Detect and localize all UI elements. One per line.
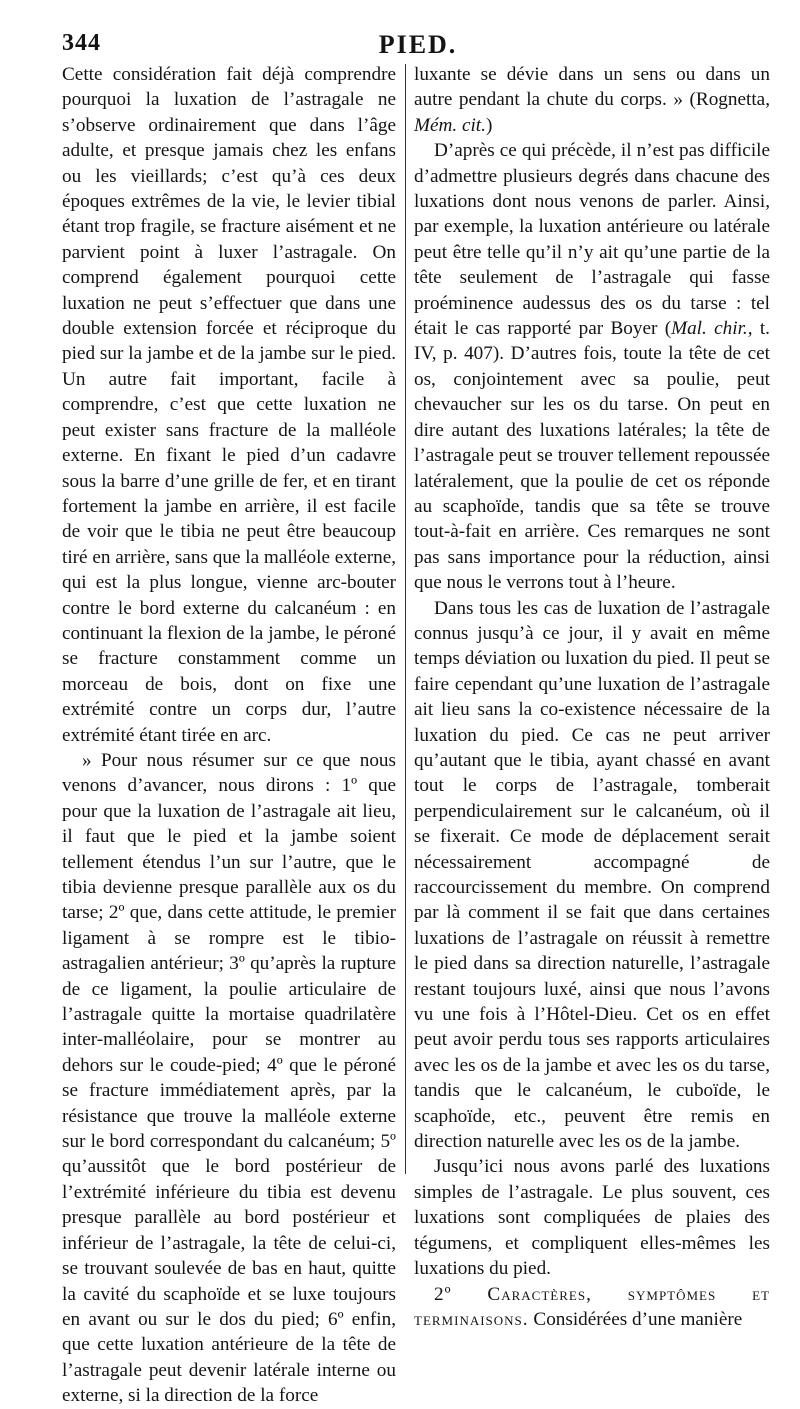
paragraph: Dans tous les cas de luxation de l’astragale connus jusqu’à ce jour, il y avait en même temps déviation ou luxation du pied. Il peut se faire cependant qu’une luxation de l’astragale ait lieu sans la co-existence nécessaire de la luxation du pied. Ce cas ne peut arriver qu’autant que le tibia, ayant chassé en avant tout le corps de l’astragale, tomberait perpendiculairement sur le calcanéum, où il se fixerait. Ce mode de déplacement serait nécessairement accompagné de raccourcissement du membre. On comprend par là comment il se fait que dans certaines luxations de l’astragale on réussit à remettre le pied dans sa direction naturelle, l’astragale restant toujours luxé, ainsi que nous l’avons vu une fois à l’Hôtel-Dieu. Cet os en effet peut avoir perdu tous ses rapports articulaires avec les os de la jambe et avec les os du tarse, tandis que le calcanéum, le cuboïde, le scaphoïde, etc., peuvent être remis en direction naturelle avec les os de la jambe. bbox=[414, 597, 770, 1153]
citation: Mal. chir. bbox=[671, 318, 748, 340]
right-column bbox=[414, 62, 770, 1332]
page-header bbox=[62, 30, 774, 60]
section-heading: 2º Caractères, symptômes et terminaisons. bbox=[414, 1283, 770, 1330]
running-title: PIED. bbox=[378, 30, 458, 59]
text-run: luxante se dévie dans un sens ou dans un autre pendant la chute du corps. » (Rognetta, bbox=[414, 64, 770, 111]
citation: Mém. cit. bbox=[414, 114, 486, 136]
paragraph bbox=[414, 138, 770, 595]
text-run: , t. IV, p. 407). D’autres fois, toute la tête de cet os, conjointement avec sa poulie, peut chevaucher sur les os du tarse. On peut en dire autant des luxations latérales; la tête de l’astragale peut se trouver tellement repoussée latéralement, que la poulie de cet os réponde au scaphoïde, tandis que sa tête se trouve tout-à-fait en arrière. Ces remarques ne sont pas sans importance pour la réduction, ainsi que nous le verrons tout à l’heure. bbox=[414, 318, 770, 594]
page-number: 344 bbox=[62, 30, 101, 56]
paragraph: Cette considération fait déjà comprendre pourquoi la luxation de l’astragale ne s’observe ordinairement que dans l’âge adulte, et presque jamais chez les enfans ou les vieillards; c’est qu’à ces deux époques extrêmes de la vie, le levier tibial étant trop fragile, se fracture aisément et ne parvient point à luxer l’astragale. On comprend également pourquoi cette luxation ne peut s’effectuer que dans une double extension forcée et réciproque du pied sur la jambe et de la jambe sur le pied. Un autre fait important, facile à comprendre, c’est que cette luxation ne peut exister sans fracture de la malléole externe. En fixant le pied d’un cadavre sous la barre d’une grille de fer, et en tirant fortement la jambe en arrière, il est facile de voir que le tibia ne peut être beaucoup tiré en arrière, sans que la malléole externe, qui est la plus longue, vienne arc-bouter contre le bord externe du calcanéum : en continuant la flexion de la jambe, le péroné se fracture constamment comme un morceau de bois, dont on fixe une extrémité contre un corps dur, l’autre extrémité étant tirée en arc. bbox=[62, 64, 397, 746]
paragraph: » Pour nous résumer sur ce que nous venons d’avancer, nous dirons : 1º que pour que la luxation de l’astragale ait lieu, il faut que le pied et la jambe soient tellement étendus l’un sur l’autre, que le tibia devienne presque parallèle aux os du tarse; 2º que, dans cette attitude, le premier ligament à se rompre est le tibio-astragalien antérieur; 3º qu’après la rupture de ce ligament, la poulie articulaire de l’astragale quitte la mortaise quadrilatère inter-malléolaire, pour se montrer au dehors sur le coude-pied; 4º que le péroné se fracture immédiatement après, par la résistance que trouve la malléole externe sur le bord correspondant du calcanéum; 5º qu’aussitôt que le bord postérieur de l’extrémité inférieure du tibia est devenu presque parallèle au bord postérieur et inférieur de l’astragale, la tête de celui-ci, se trouvant soulevée de bas en haut, quitte la cavité du scaphoïde et se luxe toujours en avant ou sur le dos du pied; 6º enfin, que cette luxation antérieure de la tête de l’astragale peut devenir latérale interne ou externe, si la direction de la force bbox=[62, 749, 396, 1407]
section-heading-paragraph bbox=[414, 1282, 770, 1333]
paragraph bbox=[414, 62, 770, 138]
text-run: D’après ce qui précède, il n’est pas difficile d’admettre plusieurs degrés dans chacune des luxations dont nous venons de parler. Ainsi, par exemple, la luxation antérieure ou latérale peut être telle qu’il n’y ait qu’une partie de la tête seulement de l’astragale qui fasse proéminence audessus des os du tarse : tel était le cas rapporté par Boyer ( bbox=[414, 140, 770, 340]
column-divider bbox=[405, 64, 406, 1174]
text-run: Considérées d’une manière bbox=[533, 1308, 743, 1330]
text-run: ) bbox=[485, 114, 493, 136]
left-column bbox=[62, 62, 396, 1409]
paragraph: Jusqu’ici nous avons parlé des luxations simples de l’astragale. Le plus souvent, ces luxations sont compliquées de plaies des tégumens, et compliquent elles-mêmes les luxations du pied. bbox=[414, 1156, 770, 1280]
